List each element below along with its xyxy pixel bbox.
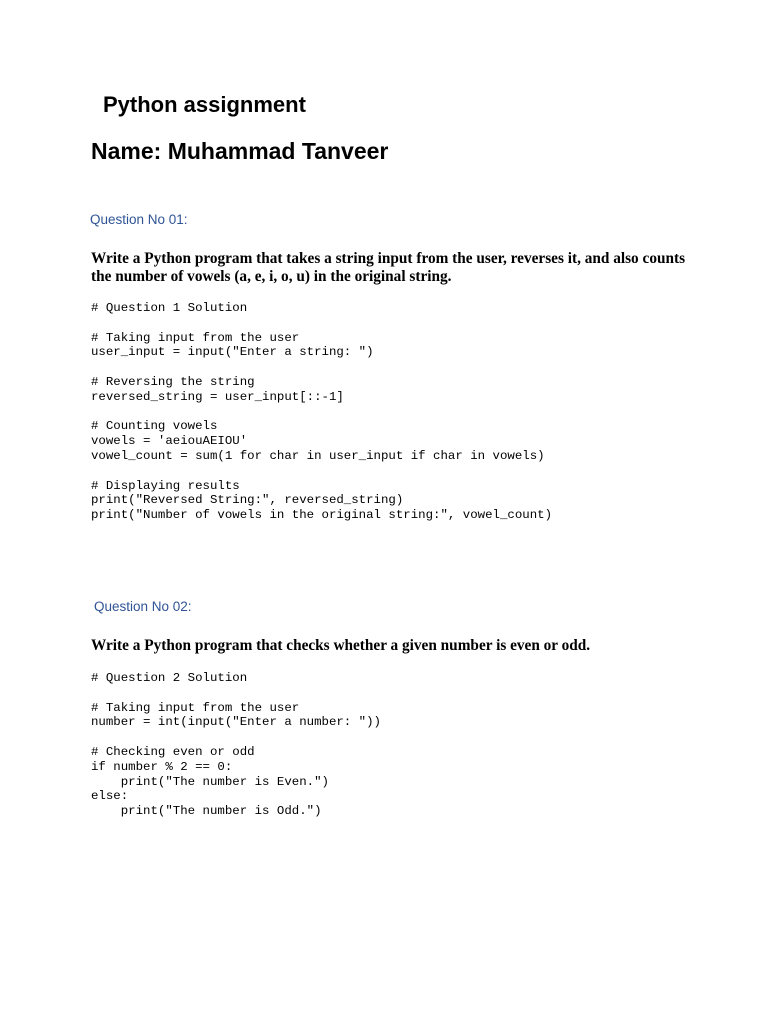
question-2-heading: Question No 02: — [94, 599, 192, 614]
code-line: vowel_count = sum(1 for char in user_input if char in vowels) — [91, 448, 545, 463]
code-line — [91, 316, 552, 331]
code-line: # Taking input from the user — [91, 330, 300, 345]
code-line: # Question 1 Solution — [91, 301, 248, 315]
question-1-heading: Question No 01: — [90, 212, 188, 227]
code-line: # Displaying results — [91, 478, 240, 493]
code-line: else: — [91, 789, 129, 804]
question-1-code — [91, 301, 552, 523]
code-line: # Reversing the string — [91, 374, 255, 389]
question-1-text: Write a Python program that takes a string input from the user, reverses it, and also counts the number of vowels (a, e, i, o, u) in the original string. — [91, 250, 686, 285]
code-line: user_input = input("Enter a string: ") — [91, 345, 374, 360]
code-line: reversed_string = user_input[::-1] — [91, 389, 344, 404]
code-line: print("The number is Odd.") — [91, 804, 322, 819]
code-line: # Checking even or odd — [91, 744, 255, 759]
question-2-text: Write a Python program that checks whether a given number is even or odd. — [91, 637, 591, 654]
code-line: # Question 2 Solution — [91, 671, 248, 685]
code-line — [91, 360, 552, 375]
code-line — [91, 686, 381, 701]
code-line: # Taking input from the user — [91, 700, 300, 715]
code-line: number = int(input("Enter a number: ")) — [91, 715, 381, 730]
code-line: vowels = 'aeiouAEIOU' — [91, 434, 248, 449]
question-2-code — [91, 671, 381, 819]
assignment-title: Python assignment — [103, 92, 306, 117]
code-line: if number % 2 == 0: — [91, 759, 233, 774]
code-line — [91, 405, 552, 420]
code-line: print("Reversed String:", reversed_string) — [91, 493, 404, 508]
code-line — [91, 464, 552, 479]
code-line: print("The number is Even.") — [91, 774, 329, 789]
code-line: print("Number of vowels in the original string:", vowel_count) — [91, 508, 553, 523]
code-line — [91, 730, 381, 745]
code-line: # Counting vowels — [91, 419, 218, 434]
student-name: Name: Muhammad Tanveer — [91, 138, 389, 164]
